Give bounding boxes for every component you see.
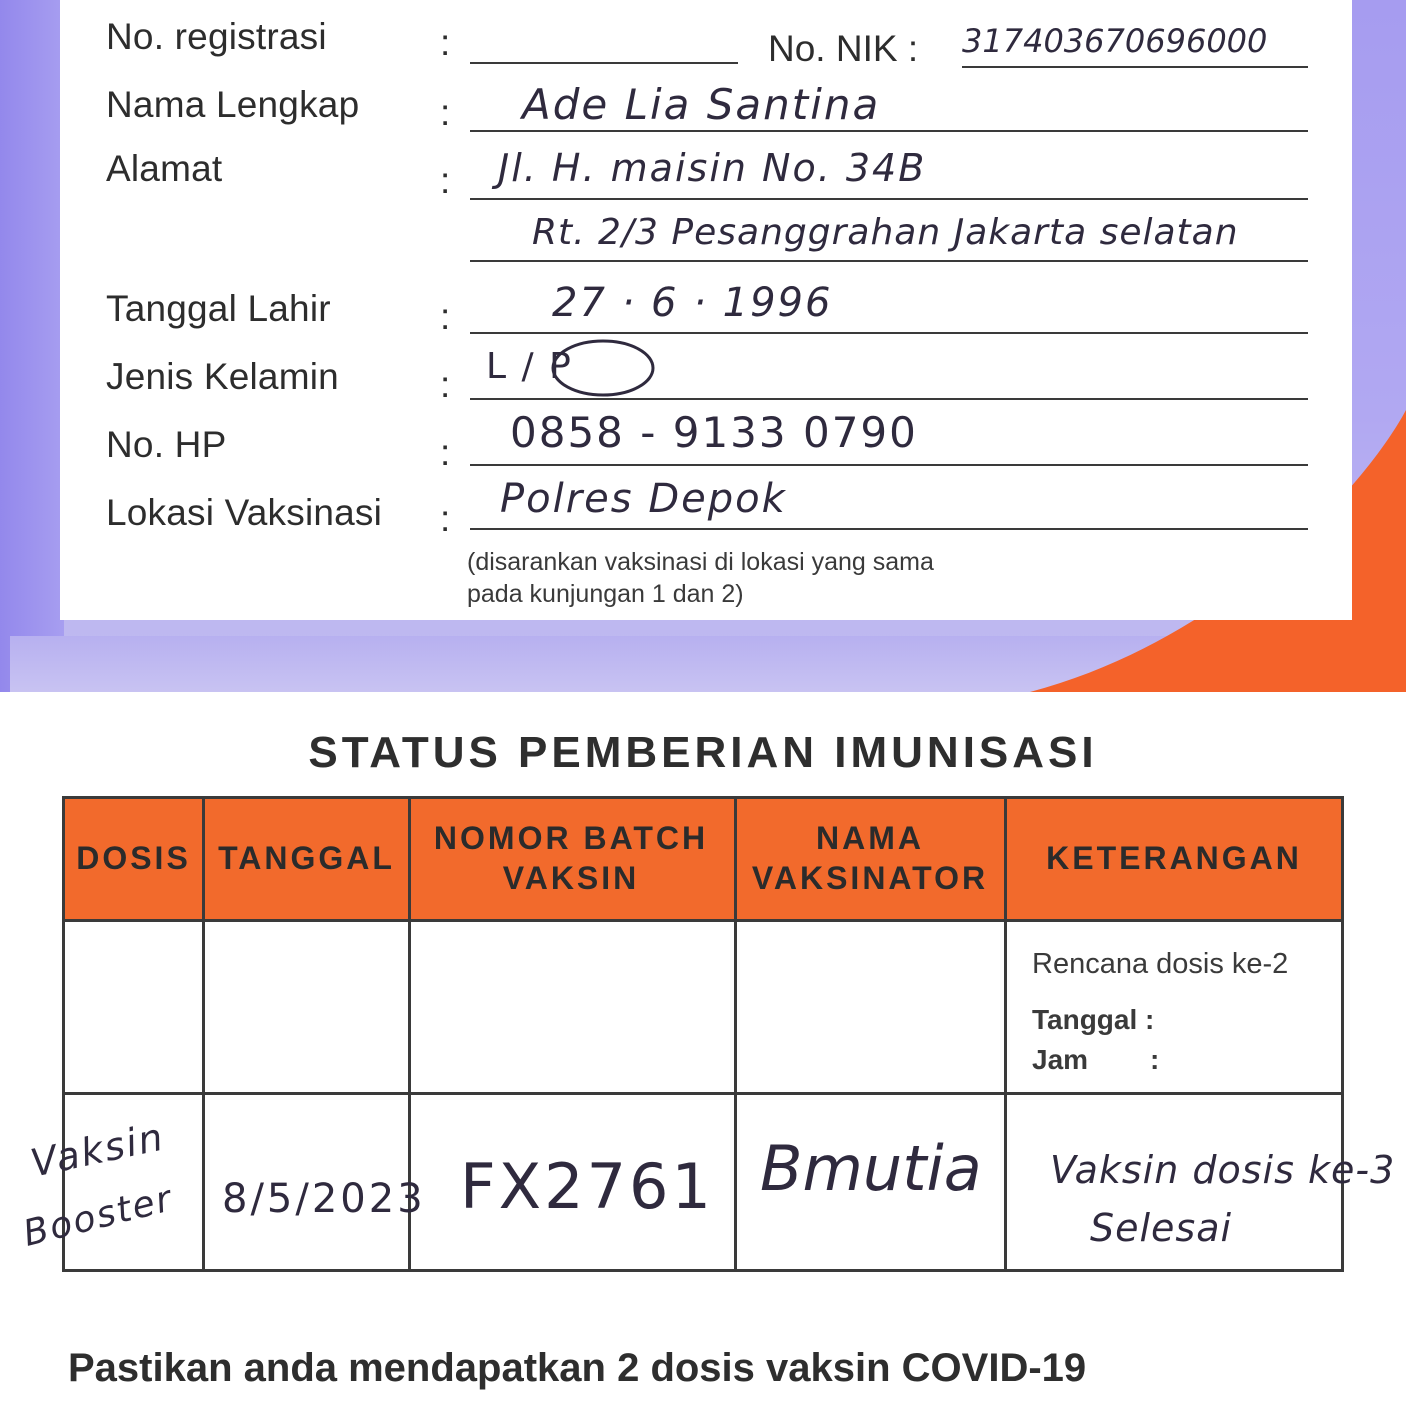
plan-date-label: Tanggal :	[1032, 1004, 1155, 1035]
name-value: Ade Lia Santina	[522, 80, 881, 129]
colon: :	[440, 92, 451, 133]
location-note-line1: (disarankan vaksinasi di lokasi yang sama	[467, 548, 934, 576]
phone-value: 0858 - 9133 0790	[510, 408, 918, 457]
header-batch: NOMOR BATCH VAKSIN	[433, 820, 709, 896]
plan-time-colon: :	[1150, 1044, 1160, 1075]
row2-note-line2: Selesai	[1090, 1206, 1233, 1250]
colon: :	[440, 364, 451, 405]
table-border-bottom	[62, 1269, 1344, 1272]
row2-batch: FX2761	[460, 1150, 714, 1223]
colon: :	[440, 432, 451, 473]
row2-dose-line1: Vaksin	[26, 1114, 169, 1186]
row2-note-line1: Vaksin dosis ke-3	[1050, 1148, 1396, 1192]
name-label: Nama Lengkap	[106, 84, 360, 125]
gender-label: Jenis Kelamin	[106, 356, 339, 397]
plan-dose-label: Rencana dosis ke-2	[1032, 948, 1289, 980]
header-tanggal: TANGGAL	[218, 840, 395, 876]
address-label: Alamat	[106, 148, 223, 189]
header-vaksinator: NAMA VAKSINATOR	[751, 820, 989, 896]
colon: :	[440, 296, 451, 337]
nik-line[interactable]	[962, 66, 1308, 68]
table-border-right	[1341, 796, 1344, 1272]
colon: :	[440, 22, 451, 63]
address-line1[interactable]	[470, 198, 1308, 200]
dob-line[interactable]	[470, 332, 1308, 334]
table-border-row1	[62, 1092, 1344, 1095]
nik-label: No. NIK :	[768, 28, 919, 69]
colon: :	[440, 160, 451, 201]
name-line[interactable]	[470, 130, 1308, 132]
phone-line[interactable]	[470, 464, 1308, 466]
colon: :	[440, 498, 451, 539]
gender-value: L / P	[486, 346, 573, 387]
address-line2[interactable]	[470, 260, 1308, 262]
phone-label: No. HP	[106, 424, 227, 465]
header-keterangan: KETERANGAN	[1046, 840, 1302, 876]
location-value: Polres Depok	[500, 476, 787, 522]
registration-label: No. registrasi	[106, 16, 327, 57]
gender-line[interactable]	[470, 398, 1308, 400]
location-line[interactable]	[470, 528, 1308, 530]
address-line2-value: Rt. 2/3 Pesanggrahan Jakarta selatan	[532, 212, 1239, 253]
footer-reminder: Pastikan anda mendapatkan 2 dosis vaksin COVID-19	[68, 1346, 1087, 1390]
location-note-line2: pada kunjungan 1 dan 2)	[467, 580, 744, 608]
row2-date: 8/5/2023	[222, 1176, 426, 1222]
table-col-divider	[734, 796, 737, 1272]
status-title: STATUS PEMBERIAN IMUNISASI	[308, 728, 1098, 777]
registration-line[interactable]	[470, 62, 738, 64]
plan-time-label: Jam	[1032, 1044, 1089, 1075]
gender-circle-mark	[548, 336, 658, 400]
dob-label: Tanggal Lahir	[106, 288, 331, 329]
header-dosis: DOSIS	[76, 840, 191, 876]
dob-value: 27 · 6 · 1996	[552, 280, 833, 326]
nik-value: 317403670696000	[962, 22, 1268, 60]
location-label: Lokasi Vaksinasi	[106, 492, 383, 533]
row2-vaccinator-signature: Bmutia	[760, 1132, 982, 1205]
address-line1-value: Jl. H. maisin No. 34B	[498, 146, 927, 190]
row2-dose-line2: Booster	[19, 1178, 178, 1255]
